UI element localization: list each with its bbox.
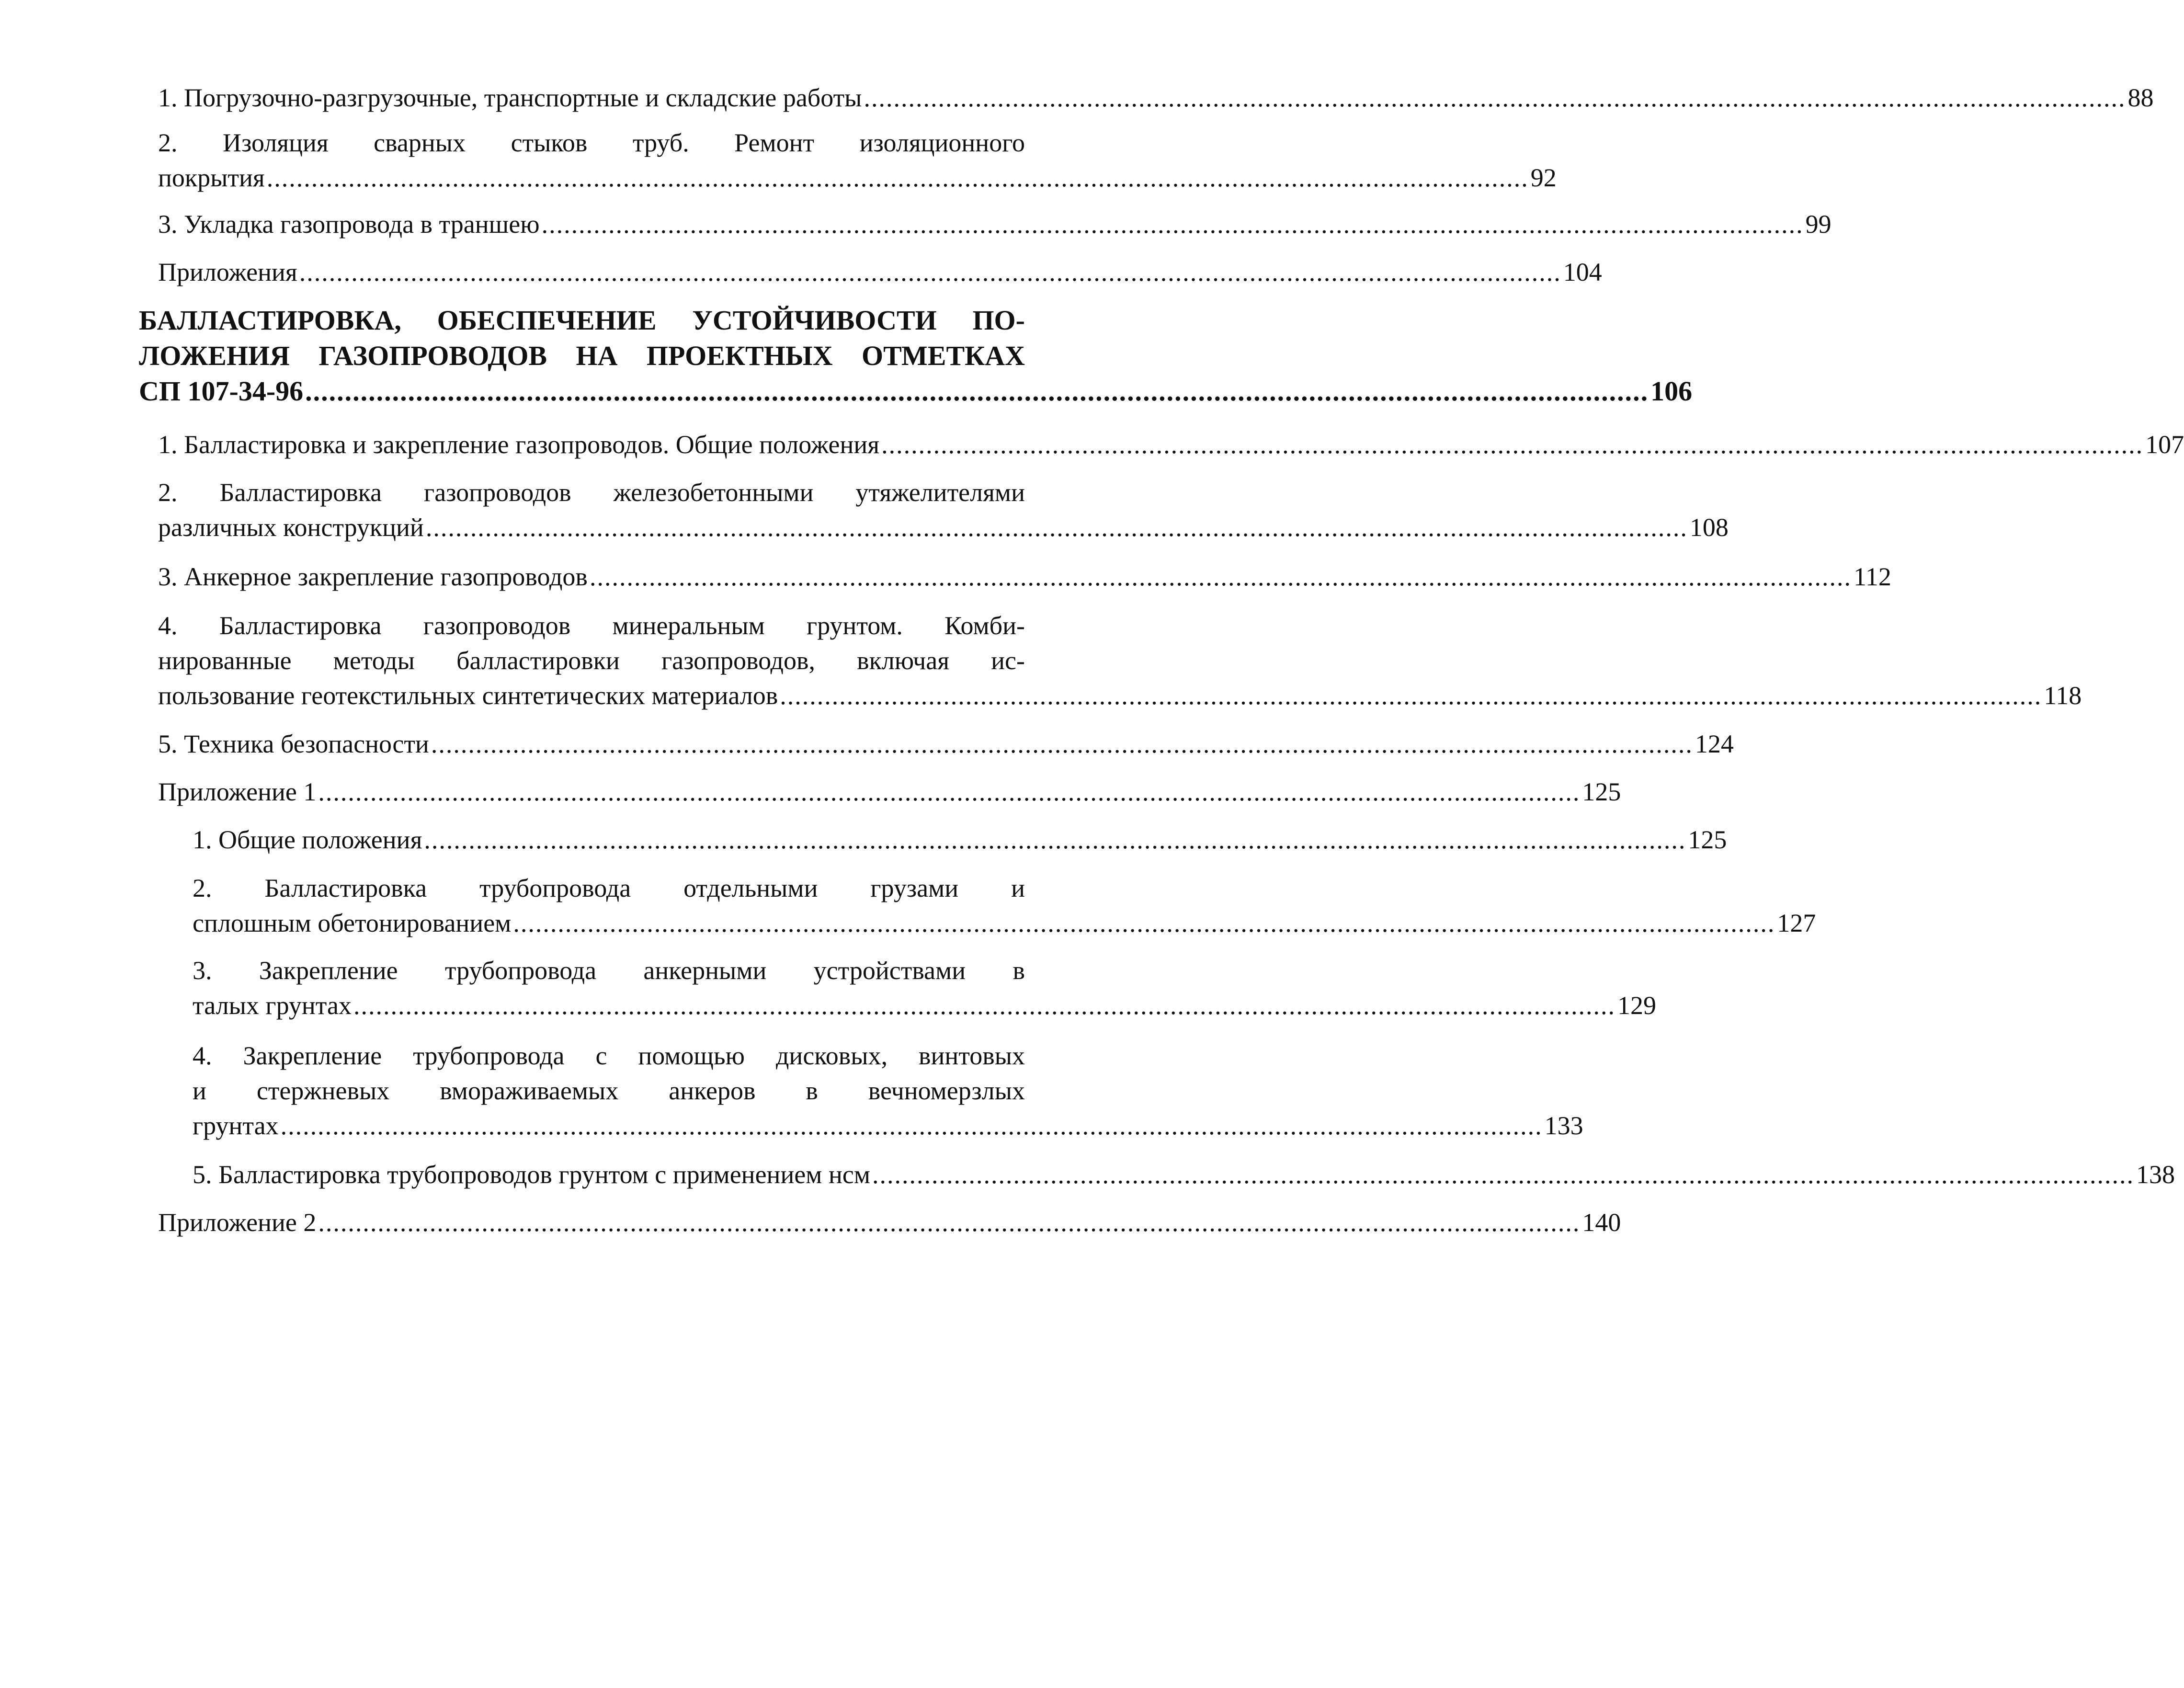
toc-entry-title: 4. Балластировка газопроводов минеральным грунтом. Комби- (158, 611, 1025, 640)
dot-leader: .......................................................................................................................................................................... (431, 730, 1693, 758)
toc-page-number: 129 (1617, 991, 1656, 1020)
toc-page-number: 124 (1695, 730, 1734, 758)
toc-entry-title: 2. Изоляция сварных стыков труб. Ремонт изоляционного (158, 128, 1025, 157)
toc-entry[interactable] (158, 608, 2082, 713)
dot-leader: .......................................................................................................................................................................... (299, 258, 1561, 286)
toc-page-number: 107 (2145, 430, 2184, 459)
toc-entry-title: 1. Балластировка и закрепление газопроводов. Общие положения (158, 430, 880, 459)
dot-leader: .......................................................................................................................................................................... (305, 376, 1649, 407)
toc-entry-title: 2. Балластировка трубопровода отдельными грузами и (193, 874, 1025, 902)
toc-page-number: 104 (1563, 258, 1602, 286)
toc-entry-title: 4. Закрепление трубопровода с помощью дисковых, винтовых (193, 1041, 1025, 1070)
section-code: СП 107-34-96 (139, 376, 304, 407)
toc-page-number: 99 (1805, 210, 1831, 239)
toc-entry[interactable] (193, 953, 1656, 1023)
toc-entry-title: 3. Закрепление трубопровода анкерными устройствами в (193, 956, 1025, 985)
toc-entry[interactable] (158, 1205, 1621, 1240)
toc-entry[interactable] (158, 559, 1891, 594)
toc-page-number: 112 (1853, 562, 1891, 591)
toc-entry-title: 5. Техника безопасности (158, 730, 429, 758)
toc-entry-title: 5. Балластировка трубопроводов грунтом с применением нсм (193, 1160, 871, 1189)
toc-page-number: 125 (1582, 777, 1621, 806)
dot-leader: .......................................................................................................................................................................... (280, 1111, 1543, 1140)
dot-leader: .......................................................................................................................................................................... (881, 430, 2144, 459)
toc-entry-title: 2. Балластировка газопроводов железобетонными утяжелителями (158, 478, 1025, 507)
toc-entry[interactable] (158, 475, 1729, 545)
toc-entry-title-continuation: пользование геотекстильных синтетических материалов (158, 681, 778, 710)
toc-entry[interactable] (193, 1038, 1583, 1143)
toc-entry[interactable] (158, 775, 1621, 810)
toc-entry-title: 1. Общие положения (193, 825, 422, 854)
toc-entry[interactable] (193, 871, 1816, 941)
toc-entry[interactable] (158, 427, 2184, 462)
toc-entry-title-continuation: различных конструкций (158, 513, 424, 542)
toc-entry-title-continuation: грунтах (193, 1111, 279, 1140)
toc-page-number: 118 (2044, 681, 2082, 710)
dot-leader: .......................................................................................................................................................................... (424, 825, 1686, 854)
dot-leader: .......................................................................................................................................................................... (589, 562, 1852, 591)
dot-leader: .......................................................................................................................................................................... (318, 777, 1581, 806)
toc-page-number: 127 (1777, 909, 1816, 937)
toc-entry[interactable] (158, 125, 1557, 195)
dot-leader: .......................................................................................................................................................................... (513, 909, 1775, 937)
toc-entry-title-continuation: и стержневых вмораживаемых анкеров в вечномерзлых (193, 1076, 1025, 1105)
toc-entry-title: 3. Анкерное закрепление газопроводов (158, 562, 588, 591)
toc-entry[interactable] (158, 727, 1734, 762)
toc-section-heading[interactable] (139, 303, 1693, 409)
toc-entry-title-continuation: покрытия (158, 163, 265, 192)
toc-entry[interactable] (158, 255, 1602, 290)
toc-page-number: 133 (1544, 1111, 1583, 1140)
toc-entry-title: Приложение 1 (158, 777, 317, 806)
toc-entry-title: 1. Погрузочно-разгрузочные, транспортные и складские работы (158, 83, 862, 112)
toc-entry[interactable] (193, 1157, 2175, 1192)
toc-entry-title-continuation: талых грунтах (193, 991, 352, 1020)
toc-entry-title: Приложения (158, 258, 297, 286)
toc-entry-title-continuation: сплошным обетонированием (193, 909, 512, 937)
toc-page-number: 138 (2136, 1160, 2175, 1189)
toc-entry-title: Приложение 2 (158, 1208, 317, 1237)
toc-entry[interactable] (193, 822, 1727, 857)
toc-page-number: 92 (1530, 163, 1557, 192)
toc-entry[interactable] (158, 207, 1831, 242)
dot-leader: .......................................................................................................................................................................... (425, 513, 1688, 542)
dot-leader: .......................................................................................................................................................................... (353, 991, 1615, 1020)
toc-entry-title: 3. Укладка газопровода в траншею (158, 210, 540, 239)
dot-leader: .......................................................................................................................................................................... (541, 210, 1804, 239)
dot-leader: .......................................................................................................................................................................... (864, 83, 2126, 112)
toc-page-number: 106 (1650, 376, 1693, 407)
dot-leader: .......................................................................................................................................................................... (318, 1208, 1581, 1237)
section-title-line-2: ЛОЖЕНИЯ ГАЗОПРОВОДОВ НА ПРОЕКТНЫХ ОТМЕТКАХ (139, 340, 1025, 371)
toc-entry-title-continuation: нированные методы балластировки газопроводов, включая ис- (158, 646, 1025, 675)
toc-page-number: 108 (1689, 513, 1729, 542)
toc-entry[interactable] (158, 80, 2154, 115)
dot-leader: .......................................................................................................................................................................... (872, 1160, 2135, 1189)
section-title-line-1: БАЛЛАСТИРОВКА, ОБЕСПЕЧЕНИЕ УСТОЙЧИВОСТИ ПО- (139, 305, 1025, 336)
dot-leader: .......................................................................................................................................................................... (780, 681, 2042, 710)
dot-leader: .......................................................................................................................................................................... (266, 163, 1529, 192)
toc-page-number: 140 (1582, 1208, 1621, 1237)
toc-page-number: 125 (1688, 825, 1727, 854)
toc-page-number: 88 (2127, 83, 2154, 112)
